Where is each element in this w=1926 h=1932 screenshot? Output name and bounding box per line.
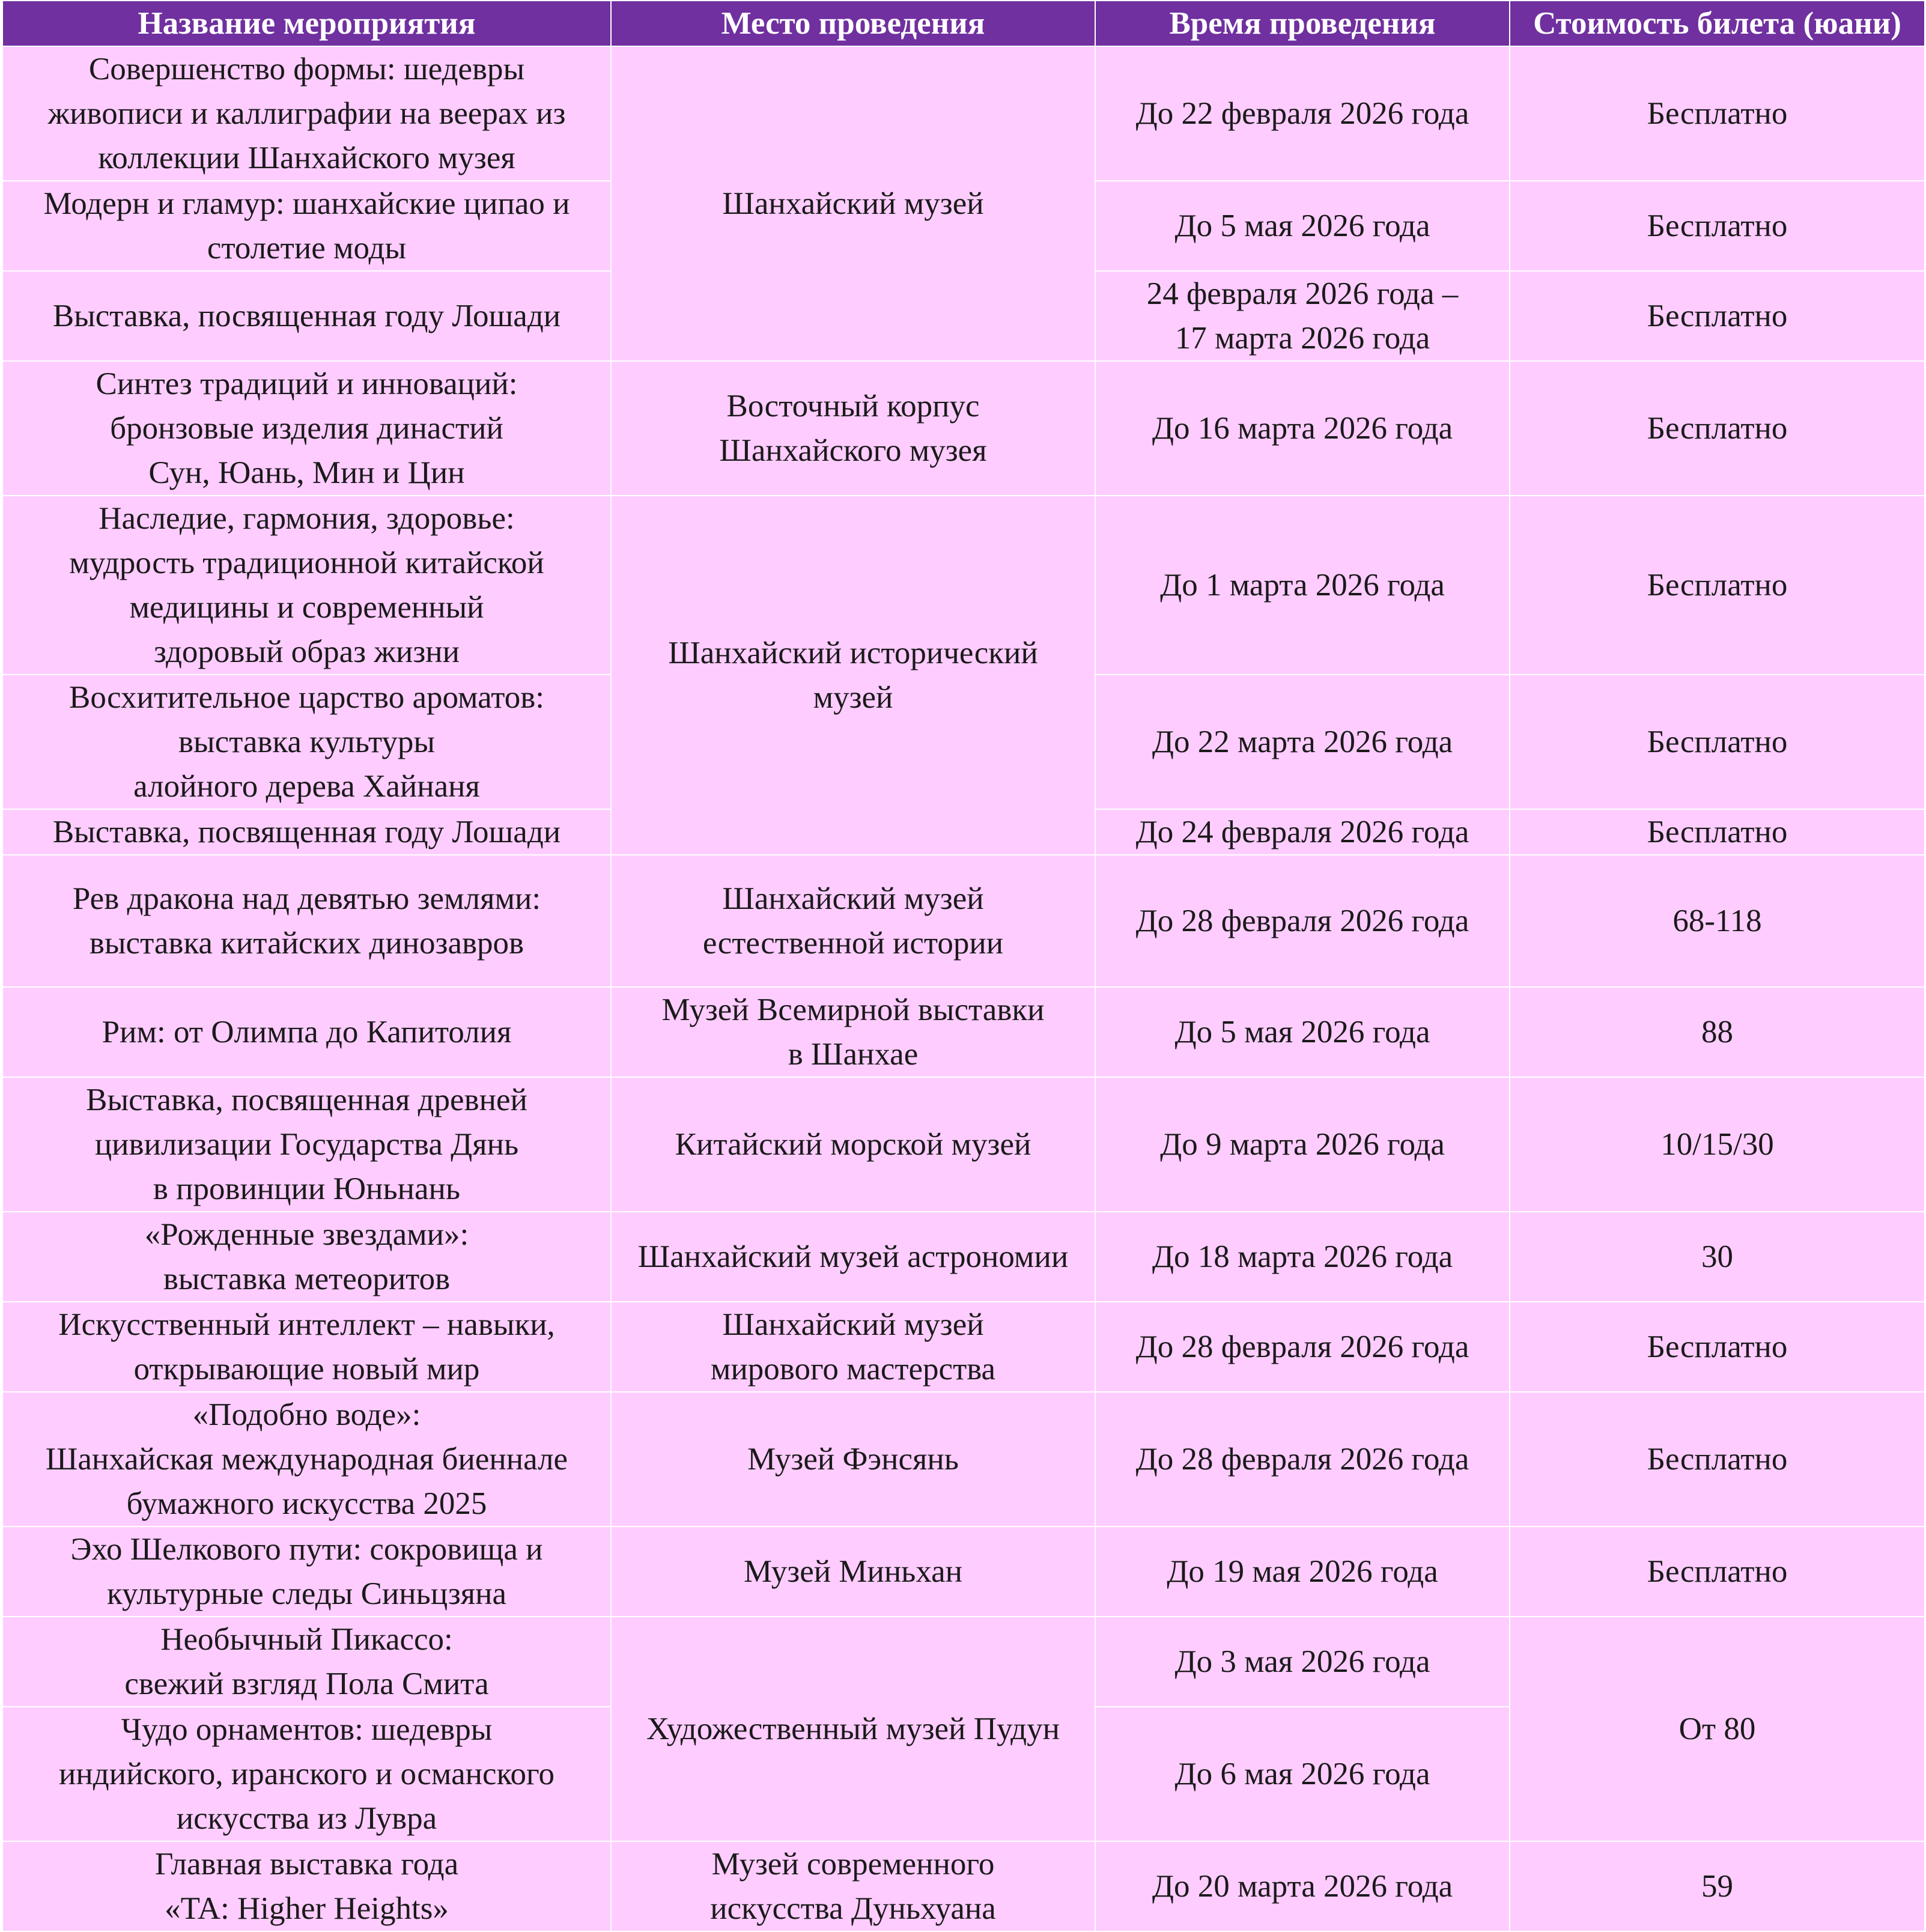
venue: Музей современного искусства Дуньхуана bbox=[611, 1841, 1095, 1931]
venue: Художественный музей Пудун bbox=[611, 1617, 1095, 1841]
table-row bbox=[2, 496, 1925, 675]
ticket-price: Бесплатно bbox=[1510, 46, 1925, 181]
ticket-price: 30 bbox=[1510, 1212, 1925, 1302]
event-date: До 9 марта 2026 года bbox=[1095, 1077, 1510, 1212]
ticket-price: Бесплатно bbox=[1510, 809, 1925, 855]
table-row bbox=[2, 361, 1925, 496]
venue: Музей Фэнсянь bbox=[611, 1392, 1095, 1526]
table-row bbox=[2, 1841, 1925, 1931]
ticket-price: Бесплатно bbox=[1510, 271, 1925, 361]
ticket-price: Бесплатно bbox=[1510, 1302, 1925, 1392]
table-row bbox=[2, 1077, 1925, 1212]
event-name: «Подобно воде»: Шанхайская международная биеннале бумажного искусства 2025 bbox=[2, 1392, 611, 1526]
ticket-price: Бесплатно bbox=[1510, 675, 1925, 809]
header-row bbox=[2, 1, 1925, 46]
event-name: Искусственный интеллект – навыки, открывающие новый мир bbox=[2, 1302, 611, 1392]
event-date: До 6 мая 2026 года bbox=[1095, 1707, 1510, 1841]
ticket-price: 10/15/30 bbox=[1510, 1077, 1925, 1212]
event-name: Выставка, посвященная древней цивилизации Государства Дянь в провинции Юньнань bbox=[2, 1077, 611, 1212]
event-date: До 24 февраля 2026 года bbox=[1095, 809, 1510, 855]
event-name: Рев дракона над девятью землями: выставка китайских динозавров bbox=[2, 855, 611, 987]
ticket-price: Бесплатно bbox=[1510, 1392, 1925, 1526]
table-row bbox=[2, 1212, 1925, 1302]
event-name: Чудо орнаментов: шедевры индийского, иранского и османского искусства из Лувра bbox=[2, 1707, 611, 1841]
venue: Шанхайский музей мирового мастерства bbox=[611, 1302, 1095, 1392]
venue: Музей Всемирной выставки в Шанхае bbox=[611, 987, 1095, 1077]
ticket-price: 88 bbox=[1510, 987, 1925, 1077]
venue: Шанхайский музей астрономии bbox=[611, 1212, 1095, 1302]
event-date: До 1 марта 2026 года bbox=[1095, 496, 1510, 675]
event-date: До 3 мая 2026 года bbox=[1095, 1617, 1510, 1707]
table-row bbox=[2, 1302, 1925, 1392]
header-event-name: Название мероприятия bbox=[2, 1, 611, 46]
venue: Шанхайский исторический музей bbox=[611, 496, 1095, 855]
ticket-price: От 80 bbox=[1510, 1617, 1925, 1841]
event-name: Эхо Шелкового пути: сокровища и культурные следы Синьцзяна bbox=[2, 1526, 611, 1617]
event-date: До 22 февраля 2026 года bbox=[1095, 46, 1510, 181]
exhibitions-table bbox=[2, 0, 1925, 1932]
ticket-price: Бесплатно bbox=[1510, 361, 1925, 496]
table-row bbox=[2, 1617, 1925, 1707]
venue: Шанхайский музей bbox=[611, 46, 1095, 361]
venue: Музей Миньхан bbox=[611, 1526, 1095, 1617]
table-row bbox=[2, 855, 1925, 987]
header-date: Время проведения bbox=[1095, 1, 1510, 46]
ticket-price: Бесплатно bbox=[1510, 496, 1925, 675]
event-name: «Рожденные звездами»: выставка метеоритов bbox=[2, 1212, 611, 1302]
table-row bbox=[2, 987, 1925, 1077]
ticket-price: Бесплатно bbox=[1510, 1526, 1925, 1617]
table-row bbox=[2, 46, 1925, 181]
event-name: Наследие, гармония, здоровье: мудрость традиционной китайской медицины и современный здоровый образ жизни bbox=[2, 496, 611, 675]
ticket-price: Бесплатно bbox=[1510, 181, 1925, 271]
event-name: Главная выставка года «TA: Higher Heights» bbox=[2, 1841, 611, 1931]
venue: Восточный корпус Шанхайского музея bbox=[611, 361, 1095, 496]
event-name: Восхитительное царство ароматов: выставка культуры алойного дерева Хайнаня bbox=[2, 675, 611, 809]
event-date: До 28 февраля 2026 года bbox=[1095, 855, 1510, 987]
event-name: Необычный Пикассо: свежий взгляд Пола Смита bbox=[2, 1617, 611, 1707]
table-row bbox=[2, 1526, 1925, 1617]
event-name: Рим: от Олимпа до Капитолия bbox=[2, 987, 611, 1077]
event-date: До 18 марта 2026 года bbox=[1095, 1212, 1510, 1302]
table-row bbox=[2, 1392, 1925, 1526]
event-name: Выставка, посвященная году Лошади bbox=[2, 809, 611, 855]
event-date: До 16 марта 2026 года bbox=[1095, 361, 1510, 496]
venue: Китайский морской музей bbox=[611, 1077, 1095, 1212]
ticket-price: 68-118 bbox=[1510, 855, 1925, 987]
header-price: Стоимость билета (юани) bbox=[1510, 1, 1925, 46]
ticket-price: 59 bbox=[1510, 1841, 1925, 1931]
event-name: Выставка, посвященная году Лошади bbox=[2, 271, 611, 361]
event-date: До 19 мая 2026 года bbox=[1095, 1526, 1510, 1617]
event-date: 24 февраля 2026 года – 17 марта 2026 года bbox=[1095, 271, 1510, 361]
event-date: До 5 мая 2026 года bbox=[1095, 987, 1510, 1077]
event-date: До 5 мая 2026 года bbox=[1095, 181, 1510, 271]
event-date: До 28 февраля 2026 года bbox=[1095, 1302, 1510, 1392]
event-date: До 20 марта 2026 года bbox=[1095, 1841, 1510, 1931]
event-name: Синтез традиций и инноваций: бронзовые изделия династий Сун, Юань, Мин и Цин bbox=[2, 361, 611, 496]
event-name: Совершенство формы: шедевры живописи и каллиграфии на веерах из коллекции Шанхайского музея bbox=[2, 46, 611, 181]
venue: Шанхайский музей естественной истории bbox=[611, 855, 1095, 987]
event-date: До 28 февраля 2026 года bbox=[1095, 1392, 1510, 1526]
event-name: Модерн и гламур: шанхайские ципао и столетие моды bbox=[2, 181, 611, 271]
header-venue: Место проведения bbox=[611, 1, 1095, 46]
event-date: До 22 марта 2026 года bbox=[1095, 675, 1510, 809]
